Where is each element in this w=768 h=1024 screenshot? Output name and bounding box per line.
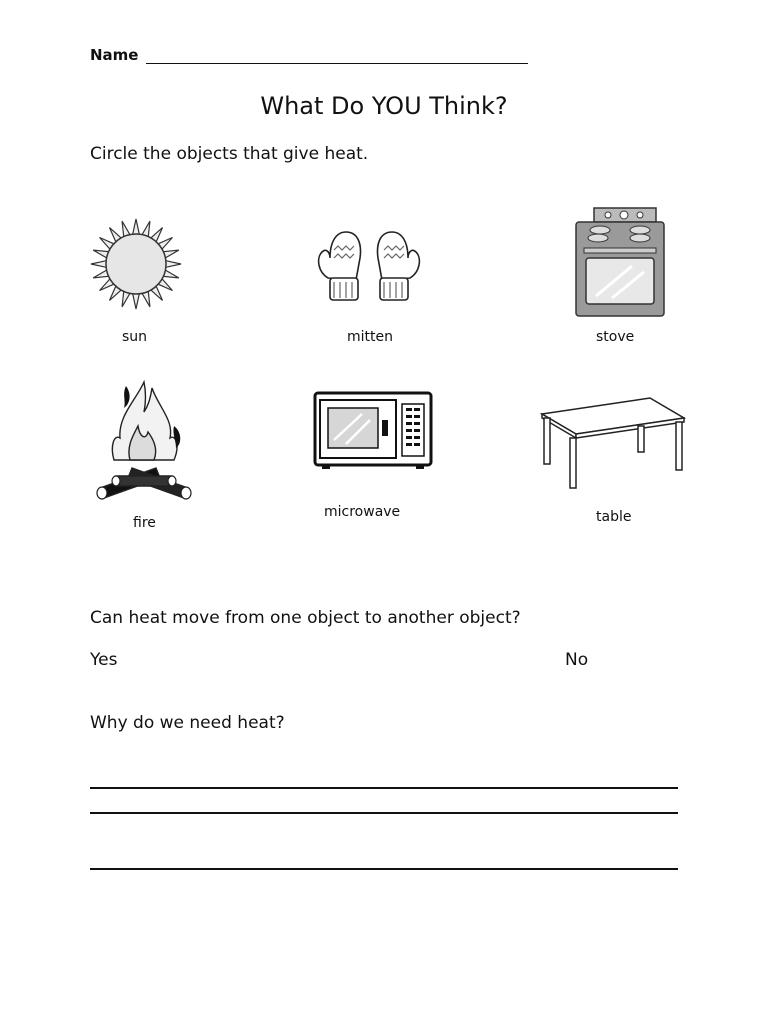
caption-mitten: mitten xyxy=(347,329,393,345)
sun-ray xyxy=(133,294,140,309)
answer-line-1[interactable] xyxy=(90,787,678,789)
mittens-icon xyxy=(314,228,424,306)
microwave-icon xyxy=(312,390,434,472)
answer-line-3[interactable] xyxy=(90,868,678,870)
question-why-heat: Why do we need heat? xyxy=(90,713,285,733)
sun-ray xyxy=(133,219,140,234)
name-answer-line[interactable] xyxy=(146,63,528,64)
answer-line-2[interactable] xyxy=(90,812,678,814)
campfire-icon xyxy=(96,376,192,506)
answer-yes[interactable]: Yes xyxy=(90,650,118,670)
caption-microwave: microwave xyxy=(324,504,401,520)
question-heat-move: Can heat move from one object to another object? xyxy=(90,608,521,628)
caption-sun: sun xyxy=(122,329,148,345)
caption-fire: fire xyxy=(133,515,156,531)
page-title: What Do YOU Think? xyxy=(260,92,508,120)
sun-icon xyxy=(90,218,182,310)
table-icon xyxy=(540,396,686,490)
caption-table: table xyxy=(596,509,632,525)
name-label: Name xyxy=(90,46,139,64)
caption-stove: stove xyxy=(596,329,635,345)
stove-icon xyxy=(574,206,666,318)
circle-instructions: Circle the objects that give heat. xyxy=(90,144,369,164)
answer-no[interactable]: No xyxy=(565,650,589,670)
sun-ray xyxy=(91,261,106,268)
sun-ray xyxy=(166,261,181,268)
